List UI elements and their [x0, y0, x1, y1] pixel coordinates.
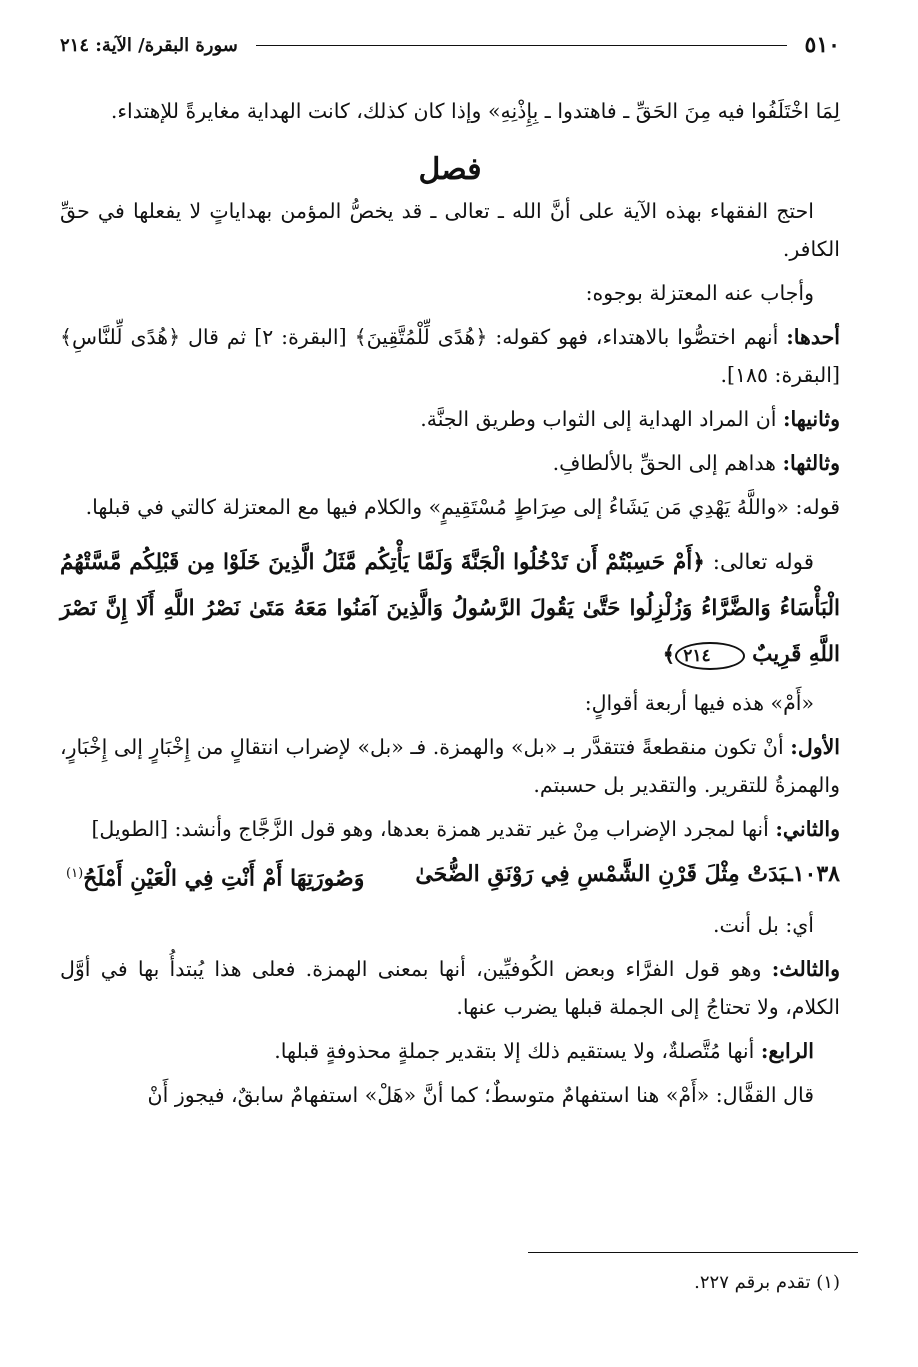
- verse-first-hemistich: [415, 852, 840, 900]
- quran-verse-paragraph: [60, 540, 840, 678]
- section-heading: فصل: [418, 152, 482, 187]
- paragraph: احتج الفقهاء بهذه الآية على أنَّ الله ـ تعالى ـ قد يخصُّ المؤمن بهداياتٍ لا يفعلها في حقِّ الكافر.: [60, 199, 840, 261]
- point-label: والثاني:: [775, 817, 840, 841]
- paragraph: أي: بل أنت.: [713, 913, 814, 938]
- paragraph: [60, 1032, 840, 1070]
- verse-second-hemistich: [60, 852, 364, 900]
- header-rule: [256, 45, 787, 46]
- ayah-number-marker: ٢١٤: [675, 642, 744, 670]
- paragraph: [60, 444, 840, 482]
- paragraph: لِمَا اخْتَلَفُوا فيه مِنَ الحَقِّ ـ فاهتدوا ـ بِإِذْنِهِ» وإذا كان كذلك، كانت الهداية مغايرةً للإهتداء.: [110, 99, 840, 123]
- point-label: الأول:: [790, 735, 840, 759]
- point-text: وهو قول الفرَّاء وبعض الكُوفيِّين، أنها بمعنى الهمزة. فعلى هذا يُبتدأُ بها في أوَّل الكلام، ولا تحتاجُ إلى الجملة قبلها يضرب عنها.: [60, 957, 840, 1020]
- point-text: أن المراد الهداية إلى الثواب وطريق الجنَّة.: [420, 407, 777, 431]
- point-label: وثالثها:: [782, 451, 840, 475]
- footnote-ref: (١): [66, 866, 84, 881]
- verse-hemistich-text: وَصُورَتِهَا أَمْ أَنْتِ فِي الْعَيْنِ أَمْلَحُ: [83, 865, 365, 892]
- running-header: [60, 28, 840, 62]
- paragraph: [60, 318, 840, 394]
- verse-number: ١٠٣٨ـ: [786, 861, 840, 887]
- quran-text: ﴿أَمْ حَسِبْتُمْ أَن تَدْخُلُوا الْجَنَّةَ وَلَمَّا يَأْتِكُم مَّثَلُ الَّذِينَ خَلَوْا مِن قَبْلِكُم مَّسَّتْهُمُ الْبَأْسَاءُ وَالضَّرَّاءُ وَزُلْزِلُوا حَتَّىٰ يَقُولَ الرَّسُولُ وَالَّذِينَ آمَنُوا مَعَهُ مَتَىٰ نَصْرُ اللَّهِ أَلَا إِنَّ نَصْرَ اللَّهِ قَرِيبٌ: [60, 550, 840, 667]
- point-text: هداهم إلى الحقِّ بالألطافِ.: [552, 451, 776, 475]
- point-text: أنها لمجرد الإضراب مِنْ غير تقدير همزة بعدها، وهو قول الزَّجَّاج وأنشد: [الطويل]: [91, 817, 769, 841]
- page-body: [60, 28, 840, 1114]
- paragraph: قال القفَّال: «أَمْ» هنا استفهامٌ متوسطٌ؛ كما أنَّ «هَلْ» استفهامٌ سابقٌ، فيجوز أَنْ: [147, 1083, 814, 1108]
- poetry-verse: [60, 852, 840, 900]
- paragraph: «أَمْ» هذه فيها أربعة أقوالٍ:: [584, 691, 814, 715]
- point-label: والثالث:: [771, 957, 840, 982]
- paragraph: قوله: «واللَّهُ يَهْدِي مَن يَشَاءُ إلى صِرَاطٍ مُسْتَقِيمٍ» والكلام فيها مع المعتزلة كالتي في قبلها.: [85, 495, 840, 519]
- page-number: ٥١٠: [804, 32, 840, 58]
- point-text: أنْ تكون منقطعةً فتتقدَّر بـ «بل» والهمزة. فـ «بل» لإضراب انتقالٍ من إِخْبَارٍ إلى إِخْبَارٍ، والهمزةُ للتقرير. والتقدير بل حسبتم.: [60, 735, 840, 797]
- footnote-rule: [528, 1252, 858, 1253]
- point-label: وثانيها:: [782, 407, 840, 431]
- point-text: أنهم اختصُّوا بالاهتداء، فهو كقوله: ﴿هُدًى لِّلْمُتَّقِينَ﴾ [البقرة: ٢] ثم قال ﴿هُدًى لِّلنَّاسِ﴾ [البقرة: ١٨٥].: [60, 325, 840, 387]
- point-label: أحدها:: [786, 325, 840, 349]
- paragraph: [60, 728, 840, 804]
- point-text: أنها مُتَّصلةٌ، ولا يستقيم ذلك إلا بتقدير جملةٍ محذوفةٍ قبلها.: [274, 1039, 755, 1064]
- verse-hemistich-text: بَدَتْ مِثْلَ قَرْنِ الشَّمْسِ فِي رَوْنَقِ الضُّحَىٰ: [415, 861, 787, 887]
- quran-close-bracket: ﴾: [662, 642, 676, 667]
- footnote: (١) تقدم برقم ٢٢٧.: [694, 1272, 840, 1293]
- verse-lead: قوله تعالى:: [712, 550, 814, 575]
- point-label: الرابع:: [760, 1039, 814, 1064]
- paragraph: [60, 400, 840, 438]
- running-title: سورة البقرة/ الآية: ٢١٤: [60, 34, 238, 56]
- paragraph: [60, 950, 840, 1026]
- paragraph: وأجاب عنه المعتزلة بوجوه:: [585, 281, 814, 305]
- paragraph: [60, 810, 840, 848]
